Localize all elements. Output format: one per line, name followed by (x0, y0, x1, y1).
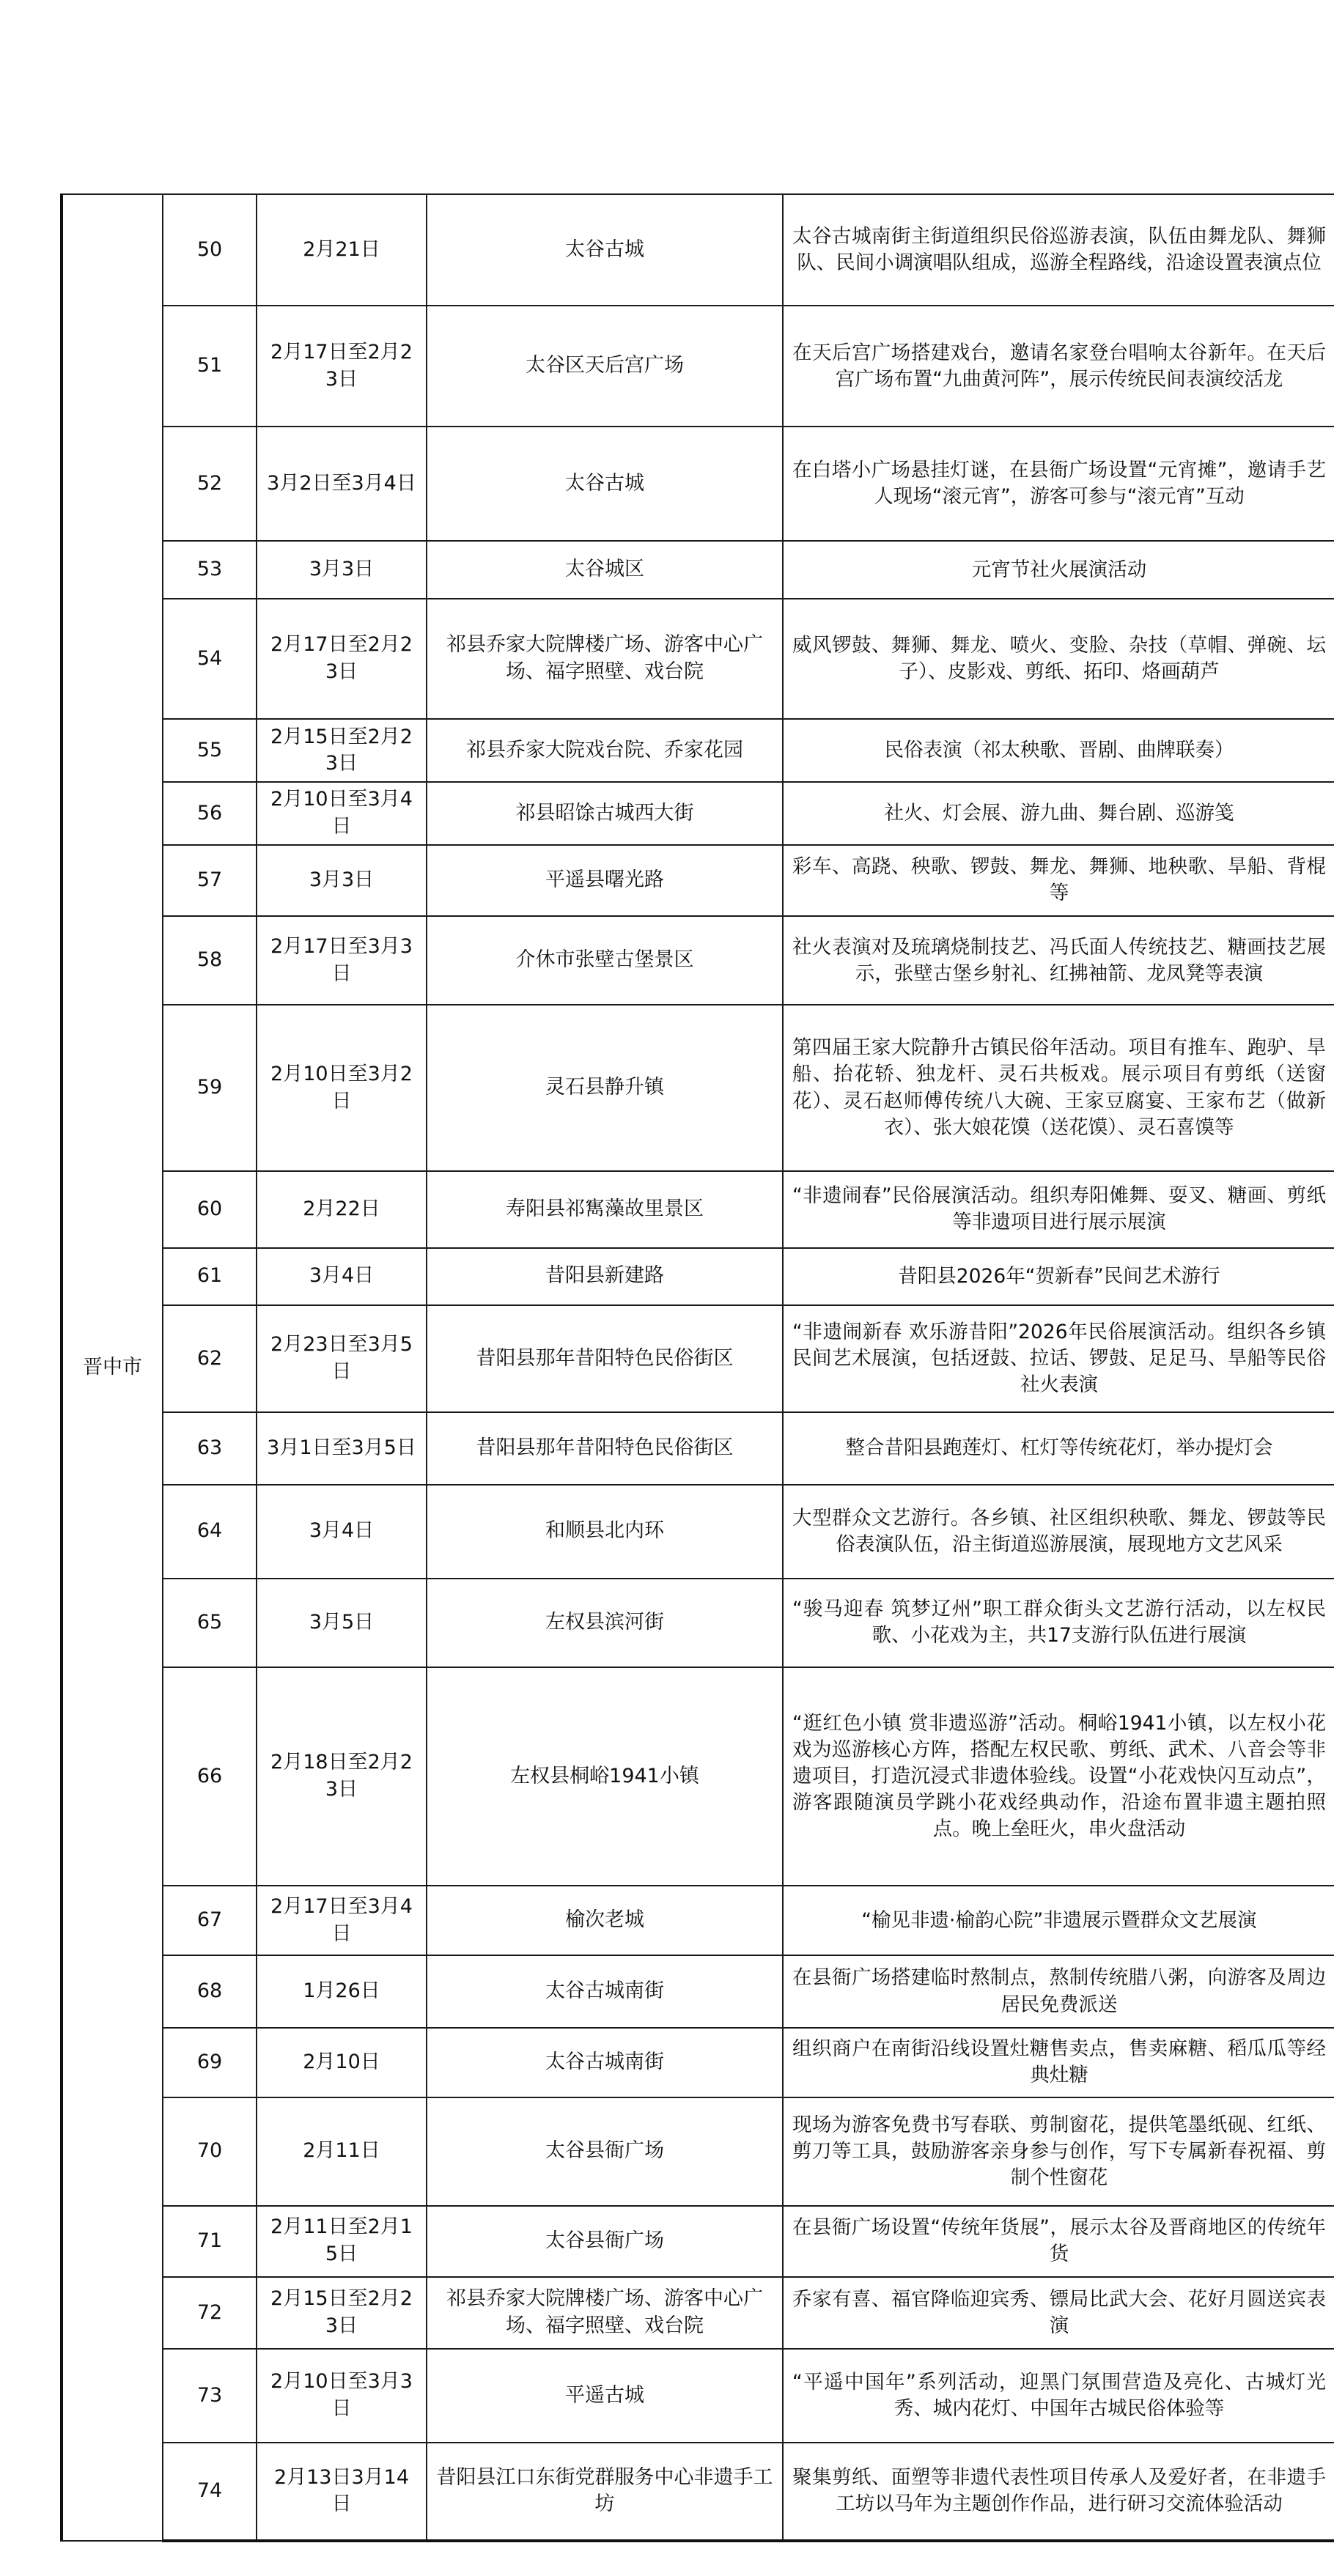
date-cell: 2月22日 (257, 1171, 427, 1248)
date-cell: 2月10日至3月3日 (257, 2349, 427, 2443)
table-row (62, 1886, 1334, 1955)
table-row (62, 782, 1334, 845)
date-cell: 3月4日 (257, 1485, 427, 1579)
row-number-cell: 54 (163, 599, 257, 720)
table-row (62, 1485, 1334, 1579)
place-cell: 灵石县静升镇 (427, 1005, 783, 1170)
description-cell: 第四届王家大院静升古镇民俗年活动。项目有推车、跑驴、旱船、抬花轿、独龙杆、灵石共板戏。展示项目有剪纸（送窗花）、灵石赵师傅传统八大碗、王家豆腐宴、王家布艺（做新衣）、张大娘花馍（送花馍）、灵石喜馍等 (783, 1005, 1334, 1170)
description-cell: 太谷古城南街主街道组织民俗巡游表演，队伍由舞龙队、舞狮队、民间小调演唱队组成，巡游全程路线，沿途设置表演点位 (783, 194, 1334, 306)
place-cell: 平遥县曙光路 (427, 845, 783, 916)
description-cell: 社火表演对及琉璃烧制技艺、冯氏面人传统技艺、糖画技艺展示，张壁古堡乡射礼、红拂袖箭、龙凤凳等表演 (783, 916, 1334, 1005)
place-cell: 左权县滨河街 (427, 1579, 783, 1667)
description-cell: 昔阳县2026年“贺新春”民间艺术游行 (783, 1248, 1334, 1305)
description-cell: 乔家有喜、福官降临迎宾秀、镖局比武大会、花好月圆送宾表演 (783, 2277, 1334, 2350)
place-cell: 太谷县衙广场 (427, 2097, 783, 2206)
table-row (62, 427, 1334, 541)
place-cell: 昔阳县那年昔阳特色民俗街区 (427, 1412, 783, 1485)
description-cell: 整合昔阳县跑莲灯、杠灯等传统花灯，举办提灯会 (783, 1412, 1334, 1485)
description-cell: 元宵节社火展演活动 (783, 541, 1334, 598)
row-number-cell: 73 (163, 2349, 257, 2443)
row-number-cell: 60 (163, 1171, 257, 1248)
table-row (62, 719, 1334, 782)
row-number-cell: 72 (163, 2277, 257, 2350)
place-cell: 平遥古城 (427, 2349, 783, 2443)
date-cell: 2月13日3月14日 (257, 2443, 427, 2541)
table-row (62, 194, 1334, 306)
date-cell: 3月4日 (257, 1248, 427, 1305)
date-cell: 2月10日 (257, 2028, 427, 2097)
row-number-cell: 71 (163, 2206, 257, 2277)
description-cell: 现场为游客免费书写春联、剪制窗花，提供笔墨纸砚、红纸、剪刀等工具，鼓励游客亲身参与创作，写下专属新春祝福、剪制个性窗花 (783, 2097, 1334, 2206)
description-cell: “骏马迎春 筑梦辽州”职工群众街头文艺游行活动，以左权民歌、小花戏为主，共17支游行队伍进行展演 (783, 1579, 1334, 1667)
date-cell: 2月21日 (257, 194, 427, 306)
table-body (62, 194, 1334, 2541)
table-row (62, 1579, 1334, 1667)
row-number-cell: 66 (163, 1667, 257, 1886)
date-cell: 1月26日 (257, 1955, 427, 2028)
description-cell: 彩车、高跷、秧歌、锣鼓、舞龙、舞狮、地秧歌、旱船、背棍等 (783, 845, 1334, 916)
city-cell: 晋中市 (62, 194, 163, 2541)
place-cell: 太谷古城 (427, 427, 783, 541)
table-row (62, 1248, 1334, 1305)
row-number-cell: 69 (163, 2028, 257, 2097)
place-cell: 太谷区天后宫广场 (427, 306, 783, 427)
date-cell: 2月10日至3月4日 (257, 782, 427, 845)
date-cell: 3月3日 (257, 541, 427, 598)
table-row (62, 916, 1334, 1005)
place-cell: 太谷古城 (427, 194, 783, 306)
place-cell: 太谷县衙广场 (427, 2206, 783, 2277)
table-row (62, 599, 1334, 720)
description-cell: “平遥中国年”系列活动，迎黑门氛围营造及亮化、古城灯光秀、城内花灯、中国年古城民俗体验等 (783, 2349, 1334, 2443)
place-cell: 太谷城区 (427, 541, 783, 598)
date-cell: 2月15日至2月23日 (257, 719, 427, 782)
date-cell: 2月17日至3月3日 (257, 916, 427, 1005)
description-cell: “逛红色小镇 赏非遗巡游”活动。桐峪1941小镇，以左权小花戏为巡游核心方阵，搭配左权民歌、剪纸、武术、八音会等非遗项目，打造沉浸式非遗体验线。设置“小花戏快闪互动点”，游客跟随演员学跳小花戏经典动作，沿途布置非遗主题拍照点。晚上垒旺火，串火盘活动 (783, 1667, 1334, 1886)
date-cell: 3月5日 (257, 1579, 427, 1667)
table-row (62, 2028, 1334, 2097)
table-row (62, 2206, 1334, 2277)
place-cell: 介休市张壁古堡景区 (427, 916, 783, 1005)
date-cell: 2月11日至2月15日 (257, 2206, 427, 2277)
date-cell: 2月17日至3月4日 (257, 1886, 427, 1955)
table-row (62, 306, 1334, 427)
table-row (62, 1667, 1334, 1886)
description-cell: 大型群众文艺游行。各乡镇、社区组织秧歌、舞龙、锣鼓等民俗表演队伍，沿主街道巡游展演，展现地方文艺风采 (783, 1485, 1334, 1579)
description-cell: 组织商户在南街沿线设置灶糖售卖点，售卖麻糖、稻瓜瓜等经典灶糖 (783, 2028, 1334, 2097)
row-number-cell: 58 (163, 916, 257, 1005)
description-cell: 在白塔小广场悬挂灯谜，在县衙广场设置“元宵摊”，邀请手艺人现场“滚元宵”，游客可参与“滚元宵”互动 (783, 427, 1334, 541)
row-number-cell: 67 (163, 1886, 257, 1955)
row-number-cell: 70 (163, 2097, 257, 2206)
date-cell: 2月18日至2月23日 (257, 1667, 427, 1886)
date-cell: 3月1日至3月5日 (257, 1412, 427, 1485)
table-row (62, 2443, 1334, 2541)
description-cell: 在县衙广场搭建临时熬制点，熬制传统腊八粥，向游客及周边居民免费派送 (783, 1955, 1334, 2028)
place-cell: 祁县昭馀古城西大街 (427, 782, 783, 845)
place-cell: 祁县乔家大院牌楼广场、游客中心广场、福字照壁、戏台院 (427, 2277, 783, 2350)
place-cell: 昔阳县那年昔阳特色民俗街区 (427, 1305, 783, 1412)
row-number-cell: 50 (163, 194, 257, 306)
description-cell: “榆见非遗·榆韵心院”非遗展示暨群众文艺展演 (783, 1886, 1334, 1955)
description-cell: 威风锣鼓、舞狮、舞龙、喷火、变脸、杂技（草帽、弹碗、坛子）、皮影戏、剪纸、拓印、烙画葫芦 (783, 599, 1334, 720)
date-cell: 2月10日至3月2日 (257, 1005, 427, 1170)
table-row (62, 1171, 1334, 1248)
description-cell: 社火、灯会展、游九曲、舞台剧、巡游笺 (783, 782, 1334, 845)
row-number-cell: 55 (163, 719, 257, 782)
date-cell: 3月2日至3月4日 (257, 427, 427, 541)
place-cell: 祁县乔家大院牌楼广场、游客中心广场、福字照壁、戏台院 (427, 599, 783, 720)
row-number-cell: 51 (163, 306, 257, 427)
table-row (62, 2349, 1334, 2443)
place-cell: 太谷古城南街 (427, 2028, 783, 2097)
row-number-cell: 64 (163, 1485, 257, 1579)
row-number-cell: 57 (163, 845, 257, 916)
table-row (62, 1305, 1334, 1412)
place-cell: 祁县乔家大院戏台院、乔家花园 (427, 719, 783, 782)
row-number-cell: 65 (163, 1579, 257, 1667)
description-cell: 聚集剪纸、面塑等非遗代表性项目传承人及爱好者，在非遗手工坊以马年为主题创作作品，进行研习交流体验活动 (783, 2443, 1334, 2541)
row-number-cell: 63 (163, 1412, 257, 1485)
date-cell: 2月17日至2月23日 (257, 306, 427, 427)
place-cell: 昔阳县江口东街党群服务中心非遗手工坊 (427, 2443, 783, 2541)
table-row (62, 2277, 1334, 2350)
row-number-cell: 59 (163, 1005, 257, 1170)
row-number-cell: 56 (163, 782, 257, 845)
date-cell: 2月23日至3月5日 (257, 1305, 427, 1412)
description-cell: “非遗闹春”民俗展演活动。组织寿阳傩舞、耍叉、糖画、剪纸等非遗项目进行展示展演 (783, 1171, 1334, 1248)
place-cell: 太谷古城南街 (427, 1955, 783, 2028)
row-number-cell: 53 (163, 541, 257, 598)
place-cell: 和顺县北内环 (427, 1485, 783, 1579)
table-row (62, 1412, 1334, 1485)
description-cell: 在县衙广场设置“传统年货展”，展示太谷及晋商地区的传统年货 (783, 2206, 1334, 2277)
activity-table (60, 193, 1334, 2542)
date-cell: 3月3日 (257, 845, 427, 916)
description-cell: 在天后宫广场搭建戏台，邀请名家登台唱响太谷新年。在天后宫广场布置“九曲黄河阵”，展示传统民间表演绞活龙 (783, 306, 1334, 427)
row-number-cell: 61 (163, 1248, 257, 1305)
place-cell: 左权县桐峪1941小镇 (427, 1667, 783, 1886)
table-row (62, 2097, 1334, 2206)
table-row (62, 845, 1334, 916)
table-row (62, 541, 1334, 598)
date-cell: 2月11日 (257, 2097, 427, 2206)
table-row (62, 1005, 1334, 1170)
description-cell: 民俗表演（祁太秧歌、晋剧、曲牌联奏） (783, 719, 1334, 782)
row-number-cell: 62 (163, 1305, 257, 1412)
row-number-cell: 52 (163, 427, 257, 541)
date-cell: 2月15日至2月23日 (257, 2277, 427, 2350)
description-cell: “非遗闹新春 欢乐游昔阳”2026年民俗展演活动。组织各乡镇民间艺术展演，包括迓鼓、拉话、锣鼓、足足马、旱船等民俗社火表演 (783, 1305, 1334, 1412)
place-cell: 榆次老城 (427, 1886, 783, 1955)
row-number-cell: 74 (163, 2443, 257, 2541)
place-cell: 寿阳县祁寯藻故里景区 (427, 1171, 783, 1248)
place-cell: 昔阳县新建路 (427, 1248, 783, 1305)
date-cell: 2月17日至2月23日 (257, 599, 427, 720)
table-row (62, 1955, 1334, 2028)
row-number-cell: 68 (163, 1955, 257, 2028)
